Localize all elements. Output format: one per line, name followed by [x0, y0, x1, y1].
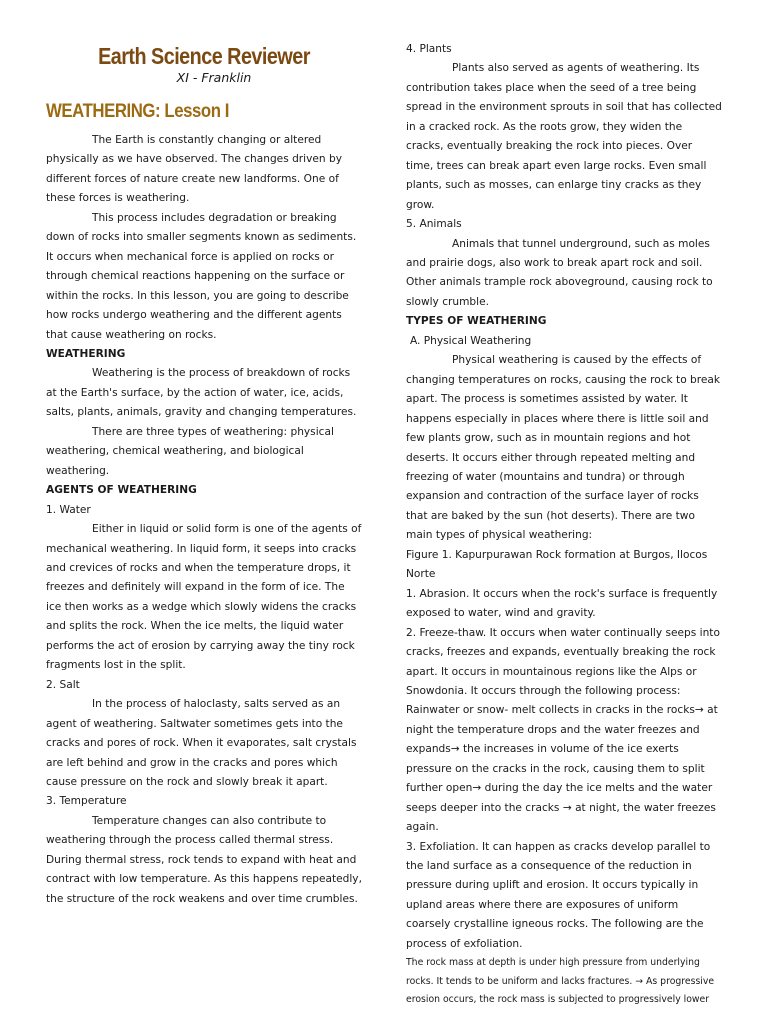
paragraph: 4. Plants: [406, 43, 452, 55]
section-heading: WEATHERING: [46, 347, 126, 360]
paragraph: Temperature changes can also contribute to weathering through the process called thermal stress. During thermal stress, rock tends to expand with heat and contract with low temperature. As this happens repeatedly, the structure of the rock weakens and over time crumbles.: [46, 814, 362, 905]
right-column-text: [406, 40, 722, 1010]
paragraph: 2. Salt: [46, 678, 80, 691]
paragraph: 1. Abrasion. It occurs when the rock's surface is frequently exposed to water, wind and gravity.: [406, 587, 718, 620]
paragraph: 1. Water: [46, 503, 91, 516]
section-heading: AGENTS OF WEATHERING: [46, 484, 197, 497]
paragraph: Weathering is the process of breakdown of rocks at the Earth's surface, by the action of water, ice, acids, salts, plants, animals, gravity and changing temperatures.: [46, 367, 357, 419]
paragraph: Either in liquid or solid form is one of the agents of mechanical weathering. In liquid form, it seeps into cracks and crevices of rocks and when the temperature drops, it freezes and definitely will expand in the form of ice. The ice then works as a wedge which slowly widens the cracks and splits the rock. When the ice melts, the liquid water performs the act of erosion by carrying away the tiny rock fragments lost in the split.: [46, 523, 362, 672]
left-column-text: [46, 131, 362, 909]
document-subtitle: XI - Franklin: [176, 70, 252, 85]
paragraph: Plants also served as agents of weathering. Its contribution takes place when the seed of a tree being spread in the environment sprouts in soil that has collected in a cracked rock. As the roots grow, they widen the cracks, eventually breaking the rock into pieces. Over time, trees can break apart even large rocks. Even small plants, such as mosses, can enlarge tiny cracks as they grow.: [406, 62, 722, 211]
lesson-title: WEATHERING: Lesson I: [46, 100, 230, 122]
paragraph: A. Physical Weathering: [410, 334, 532, 347]
section-heading: TYPES OF WEATHERING: [406, 315, 547, 328]
paragraph: 3. Temperature: [46, 795, 127, 808]
paragraph: 5. Animals: [406, 218, 462, 231]
paragraph: There are three types of weathering: physical weathering, chemical weathering, and biological weathering.: [46, 425, 334, 477]
document-title: Earth Science Reviewer: [98, 43, 310, 69]
paragraph: The rock mass at depth is under high pressure from underlying rocks. It tends to be uniform and lacks fractures. → As progressive erosion occurs, the rock mass is subjected to progressively lower: [406, 957, 715, 1006]
paragraph: This process includes degradation or breaking down of rocks into smaller segments known as sediments. It occurs when mechanical force is applied on rocks or through chemical reactions happening on the surface or within the rocks. In this lesson, you are going to describe how rocks undergo weathering and the different agents that cause weathering on rocks.: [46, 211, 357, 341]
paragraph: Figure 1. Kapurpurawan Rock formation at Burgos, Ilocos Norte: [406, 548, 708, 581]
paragraph: The Earth is constantly changing or altered physically as we have observed. The changes driven by different forces of nature create new landforms. One of these forces is weathering.: [46, 134, 342, 205]
paragraph: 2. Freeze-thaw. It occurs when water continually seeps into cracks, freezes and expands, eventually breaking the rock apart. It occurs in mountainous regions like the Alps or Snowdonia. It occurs through the following process: Rainwater or snow- melt collects in cracks in the rocks→ at night the temperature drops and the water freezes and expands→ the increases in volume of the ice exerts pressure on the cracks in the rock, causing them to split further open→ during the day the ice melts and the water seeps deeper into the cracks → at night, the water freezes again.: [406, 626, 720, 834]
paragraph: In the process of haloclasty, salts served as an agent of weathering. Saltwater sometimes gets into the cracks and pores of rock. When it evaporates, salt crystals are left behind and grow in the cracks and pores which cause pressure on the rock and slowly break it apart.: [46, 698, 357, 788]
left-column: [46, 42, 362, 909]
paragraph: Animals that tunnel underground, such as moles and prairie dogs, also work to break apart rock and soil. Other animals trample rock aboveground, causing rock to slowly crumble.: [406, 237, 713, 308]
right-column: [406, 40, 722, 1010]
paragraph: 3. Exfoliation. It can happen as cracks develop parallel to the land surface as a consequence of the reduction in pressure during uplift and erosion. It occurs typically in upland areas where there are exposures of uniform coarsely crystalline igneous rocks. The following are the process of exfoliation.: [406, 840, 711, 950]
paragraph: Physical weathering is caused by the effects of changing temperatures on rocks, causing the rock to break apart. The process is sometimes assisted by water. It happens especially in places where there is little soil and few plants grow, such as in mountain regions and hot deserts. It occurs either through repeated melting and freezing of water (mountains and tundra) or through expansion and contraction of the surface layer of rocks that are baked by the sun (hot deserts). There are two main types of physical weathering:: [406, 354, 721, 542]
